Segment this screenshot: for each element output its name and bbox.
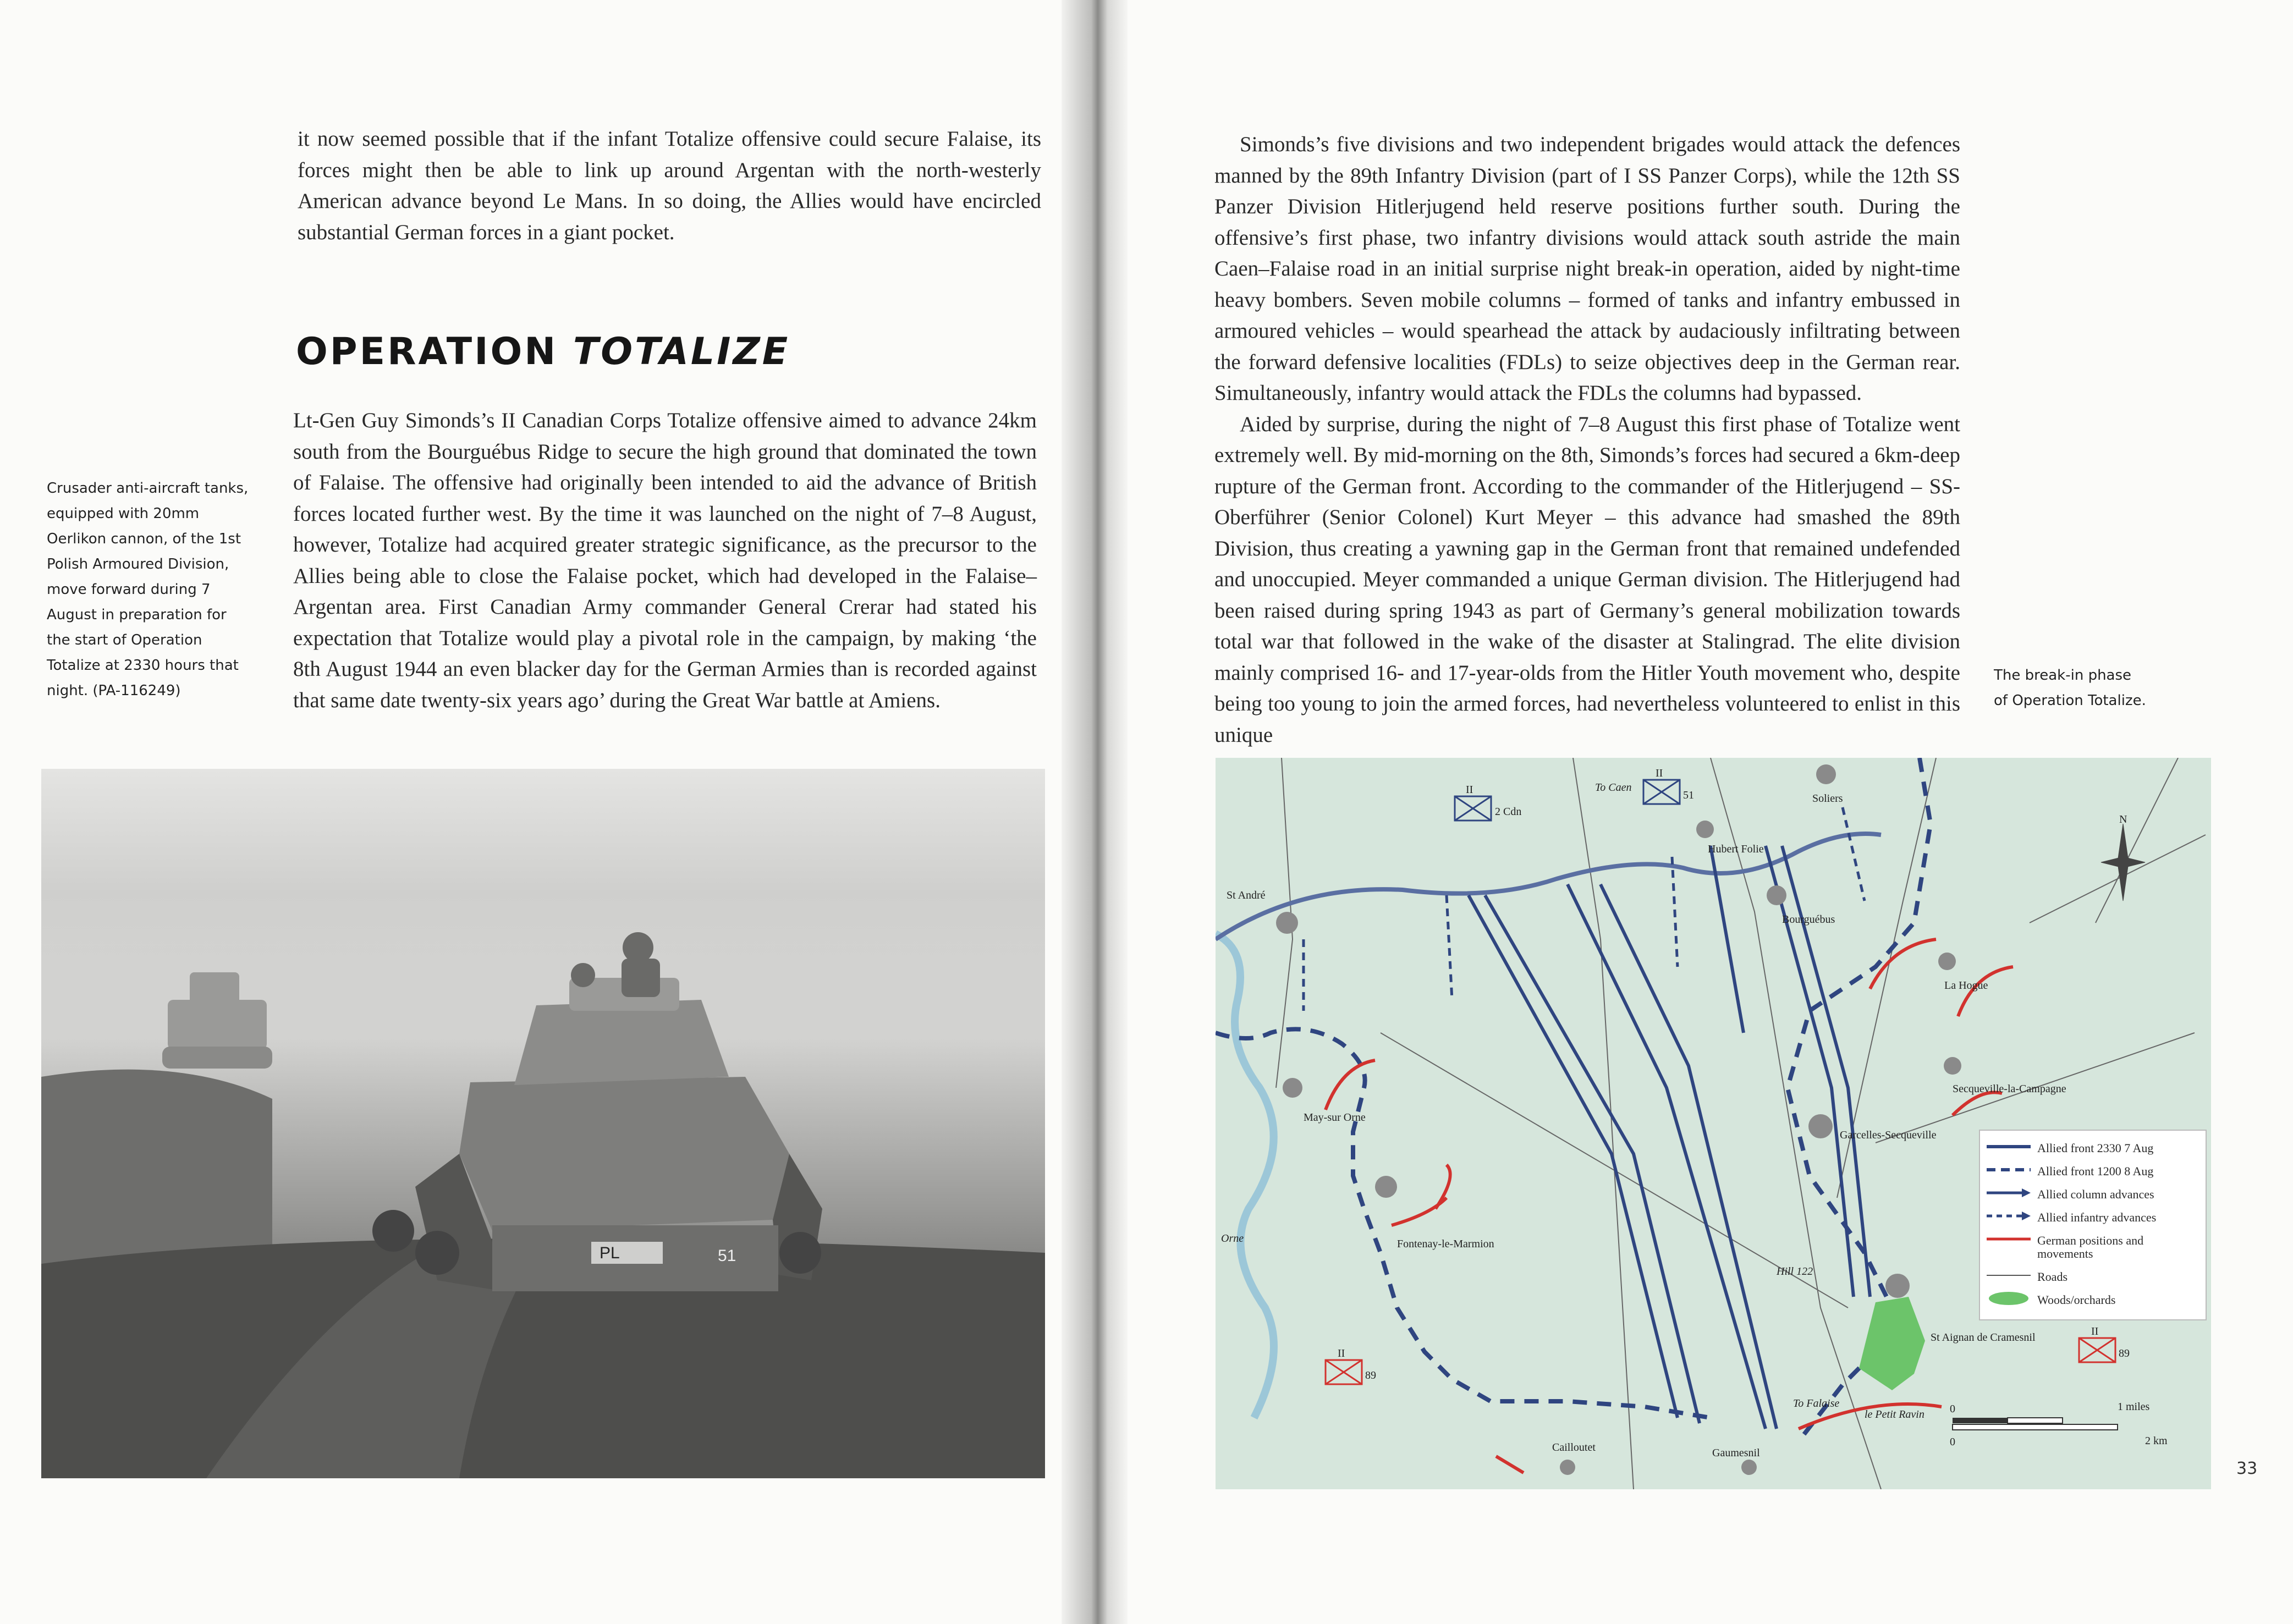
page-number: 33 [2236, 1459, 2258, 1478]
legend-item: Woods/orchards [1987, 1290, 2201, 1312]
label-gaumesnil: Gaumesnil [1712, 1447, 1760, 1459]
label-secqueville: Secqueville-la-Campagne [1953, 1083, 2066, 1095]
label-hill-122: Hill 122 [1777, 1265, 1813, 1278]
paragraph-1: Simonds’s five divisions and two independent brigades would attack the defences manned by the 89th Infantry Division (part of I SS Panzer Corps), while the 12th SS Panzer Division Hitlerjugend held reserve positions further south. During the offensive’s first phase, two infantry divisions would attack south astride the main Caen–Falaise road in an initial surprise night break-in operation, aided by night-time heavy bombers. Seven mobile columns – formed of tanks and infantry embussed in armoured vehicles – would spearhead the attack by audaciously infiltrating between the forward defensive localities (FDLs) to seize objectives deep in the German rear. Simultaneously, infantry would attack the FDLs the columns had bypassed. [1214, 133, 1960, 405]
compass-rose [2101, 824, 2145, 901]
allied-units [1455, 780, 1680, 821]
label-fontenay: Fontenay-le-Marmion [1397, 1238, 1494, 1250]
tank-photo-illustration [41, 769, 1045, 1478]
heading-operation-name: TOTALIZE [573, 330, 790, 373]
map-caption: The break-in phase of Operation Totalize. [1994, 667, 2146, 709]
tank-photograph [41, 769, 1045, 1478]
tank-marking-right: 51 [718, 1247, 736, 1265]
legend-item: Allied front 2330 7 Aug [2037, 1141, 2154, 1155]
tank-marking-left: PL [600, 1244, 620, 1262]
battle-map [1216, 758, 2211, 1489]
label-soliers: Soliers [1812, 792, 1843, 805]
unit-89-right-level: II [2091, 1325, 2099, 1337]
unit-2cdn-name: 2 Cdn [1495, 806, 1522, 818]
legend-item: Allied column advances [1987, 1185, 2201, 1207]
infantry-advances [1304, 807, 1865, 1011]
photo-caption: Crusader anti-aircraft tanks, equipped with 20mm Oerlikon cannon, of the 1st Polish Armoured Division, move forward during 7 August in preparation for the start of Operation Totalize at 2330 hours that night. (PA-116249) [47, 480, 249, 699]
label-to-caen: To Caen [1595, 781, 1632, 794]
label-garcelles: Garcelles-Secqueville [1840, 1129, 1937, 1141]
label-cailloutet: Cailloutet [1552, 1441, 1596, 1454]
main-paragraph: Lt-Gen Guy Simonds’s II Canadian Corps Totalize offensive aimed to advance 24km south from the Bourguébus Ridge to secure the high ground that dominated the town of Falaise. The offensive had originally been intended to aid the advance of British forces located further west. By the time it was launched on the night of 7–8 August, however, Totalize had acquired greater strategic significance, as the precursor to the Allies being able to close the Falaise pocket, which had developed in the Falaise–Argentan area. First Canadian Army commander General Crerar had stated his expectation that Totalize would play a pivotal role in the campaign, by making ‘the 8th August 1944 an even blacker day for the German Armies than is recorded against that same date twenty-six years ago’ during the Great War battle at Amiens. [293, 409, 1037, 712]
scale-zero-bottom: 0 [1950, 1436, 1955, 1448]
column-advances [1469, 846, 1870, 1429]
label-may-sur-orne: May-sur Orne [1304, 1111, 1366, 1124]
intro-paragraph: it now seemed possible that if the infant Totalize offensive could secure Falaise, its forces might then be able to link up around Argentan with the north-westerly American advance beyond Le Mans. In so doing, the Allies would have encircled substantial German forces in a giant pocket. [298, 127, 1041, 244]
label-to-falaise: To Falaise [1793, 1397, 1840, 1410]
roads [1276, 758, 2206, 1489]
legend-item: Allied infantry advances [1987, 1208, 2201, 1230]
main-road [1216, 834, 1881, 939]
label-orne: Orne [1221, 1232, 1244, 1245]
german-units [1326, 1338, 2115, 1384]
label-st-aignan: St Aignan de Cramesnil [1931, 1331, 2036, 1344]
legend-item: Roads [2037, 1270, 2067, 1284]
right-text-column [1214, 129, 1960, 751]
river-orne [1216, 934, 1274, 1418]
woods [1859, 1297, 1925, 1390]
heading-prefix: OPERATION [296, 330, 558, 373]
unit-89-right-name: 89 [2119, 1347, 2130, 1359]
label-la-hogue: La Hogue [1944, 979, 1988, 992]
label-st-andre: St André [1227, 889, 1266, 901]
label-hubert-folie: Hubert Folie [1708, 843, 1764, 855]
label-le-petit-ravin: le Petit Ravin [1865, 1408, 1924, 1421]
unit-89-left-name: 89 [1365, 1369, 1376, 1381]
section-heading [296, 330, 790, 373]
paragraph-2: Aided by surprise, during the night of 7–8 August this first phase of Totalize went extremely well. By mid-morning on the 8th, Simonds’s forces had secured a 6km-deep rupture of the German front. According to the commander of the Hitlerjugend – SS-Oberführer (Senior Colonel) Kurt Meyer – this advance had smashed the 89th Division, thus creating a yawning gap in the German front that remained undefended and unoccupied. Meyer commanded a unique German division. The Hitlerjugend had been raised during spring 1943 as part of Germany’s general mobilization towards total war that followed in the wake of the disaster at Stalingrad. The elite division mainly comprised 16- and 17-year-olds from the Hitler Youth movement who, despite being too young to join the armed forces, had nevertheless volunteered to enlist in this unique [1214, 412, 1960, 747]
battle-map-svg [1216, 758, 2211, 1489]
scale-miles: 1 miles [2118, 1401, 2150, 1413]
german-positions [1326, 939, 2013, 1473]
legend-item: German positions and movements [2037, 1234, 2144, 1260]
north-label: N [2119, 813, 2127, 825]
unit-51-name: 51 [1683, 789, 1694, 801]
legend-item: Allied front 1200 8 Aug [2037, 1164, 2154, 1178]
scale-km: 2 km [2145, 1435, 2168, 1447]
unit-2cdn-level: II [1466, 784, 1473, 796]
scale-bar [1953, 1418, 2118, 1430]
unit-89-left-level: II [1338, 1347, 1345, 1359]
scale-zero-top: 0 [1950, 1403, 1955, 1415]
book-gutter [1062, 0, 1128, 1624]
map-legend [1979, 1130, 2207, 1320]
label-bourguebus: Bourguébus [1782, 913, 1835, 926]
unit-51-level: II [1656, 767, 1663, 779]
